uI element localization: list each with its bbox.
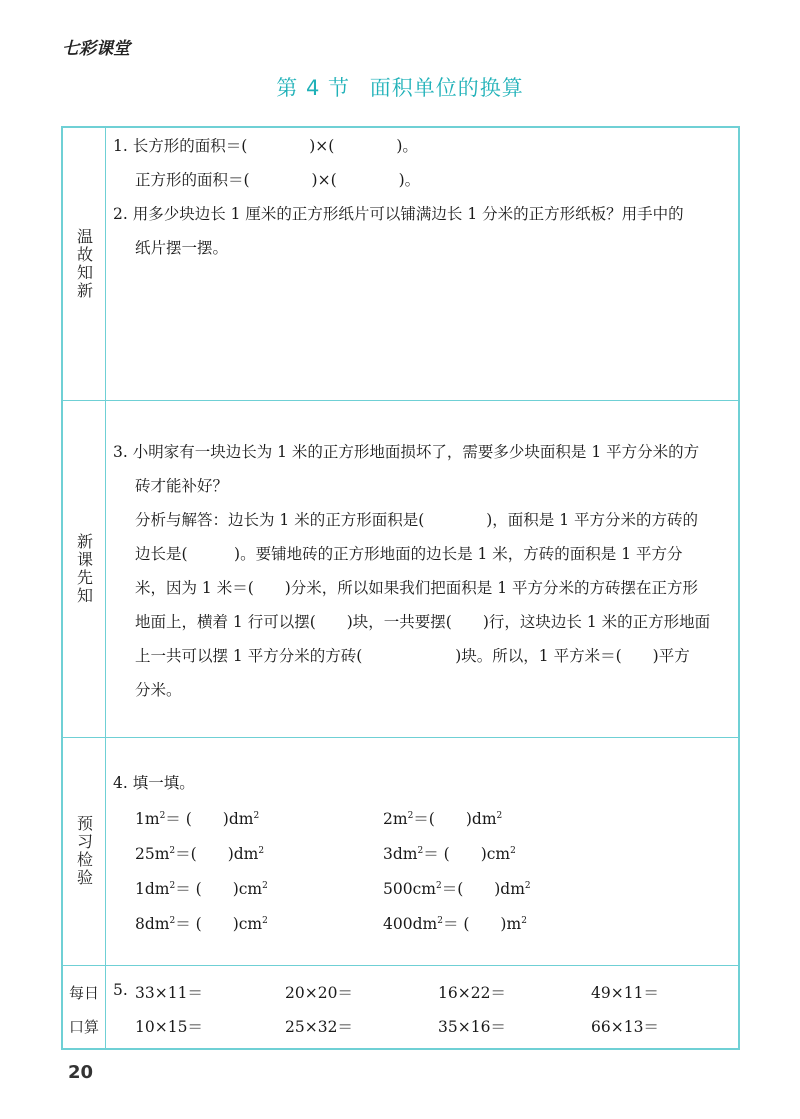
q2-line-a: 2. 用多少块边长 1 厘米的正方形纸片可以铺满边长 1 分米的正方形纸板？用手中的: [113, 205, 684, 223]
label-column-divider: [105, 128, 106, 1048]
q4-item: $1m^2=$ ( )$dm^2$: [135, 810, 260, 828]
label-daily-1: 每日: [68, 984, 99, 1002]
calc-item: 16×22＝: [438, 984, 506, 1002]
q5-prefix: 5.: [113, 981, 128, 999]
q4-item: $1dm^2=$ ( )$cm^2$: [135, 880, 268, 898]
calc-item: 10×15＝: [135, 1018, 203, 1036]
calc-item: 25×32＝: [285, 1018, 353, 1036]
label-daily-2: 口算: [68, 1018, 99, 1036]
q3-line: 上一共可以摆 1 平方分米的方砖( )块。所以，1 平方米＝( )平方: [135, 647, 690, 665]
calc-item: 66×13＝: [591, 1018, 659, 1036]
section-number: 第 4 节: [276, 76, 351, 100]
q3-line: 边长是( )。要铺地砖的正方形地面的边长是 1 米，方砖的面积是 1 平方分: [135, 545, 683, 563]
page-number: 20: [68, 1062, 94, 1083]
section-name: 面积单位的换算: [369, 76, 524, 100]
worksheet-frame: [61, 126, 740, 1050]
q3-line: 地面上，横着 1 行可以摆( )块，一共要摆( )行，这块边长 1 米的正方形地面: [135, 613, 711, 631]
q4-item: $2m^2=$( )$dm^2$: [383, 810, 503, 828]
q3-line: 分析与解答：边长为 1 米的正方形面积是( )，面积是 1 平方分米的方砖的: [135, 511, 699, 529]
q4-item: $8dm^2=$ ( )$cm^2$: [135, 915, 268, 933]
q3-line: 分米。: [135, 681, 182, 699]
calc-item: 35×16＝: [438, 1018, 506, 1036]
q1-line-a: 1. 长方形的面积＝( )×( )。: [113, 137, 418, 155]
q4-item: $500cm^2=$( )$dm^2$: [383, 880, 531, 898]
q1-line-b: 正方形的面积＝( )×( )。: [135, 171, 421, 189]
label-preview: 新课先知: [74, 532, 94, 605]
q4-item: $400dm^2=$ ( )$m^2$: [383, 915, 527, 933]
q3-line: 米，因为 1 米＝( )分米，所以如果我们把面积是 1 平方分米的方砖摆在正方形: [135, 579, 699, 597]
q4-item: $3dm^2=$ ( )$cm^2$: [383, 845, 516, 863]
calc-item: 20×20＝: [285, 984, 353, 1002]
brand-logo: 七彩课堂: [62, 39, 130, 59]
q2-line-b: 纸片摆一摆。: [135, 239, 229, 257]
page-title: [0, 72, 800, 102]
label-check: 预习检验: [74, 815, 94, 887]
q4-heading: 4. 填一填。: [113, 774, 195, 792]
q4-item: $25m^2=$( )$dm^2$: [135, 845, 265, 863]
q3-line: 3. 小明家有一块边长为 1 米的正方形地面损坏了，需要多少块面积是 1 平方分米的方: [113, 443, 700, 461]
divider-review: [63, 400, 738, 401]
q3-line: 砖才能补好？: [135, 477, 229, 495]
label-review: 温故知新: [74, 228, 94, 300]
divider-check: [63, 965, 738, 966]
calc-item: 49×11＝: [591, 984, 659, 1002]
divider-preview: [63, 737, 738, 738]
calc-item: 33×11＝: [135, 984, 203, 1002]
